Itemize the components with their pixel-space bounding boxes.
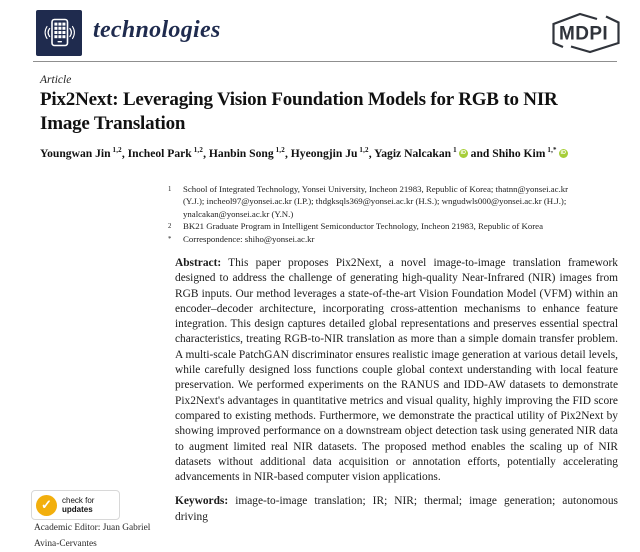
author-superscript: 1,2 [191, 146, 204, 154]
author: Incheol Park $^{1,2}$ [127, 146, 204, 160]
author-superscript: 1,2 [273, 146, 285, 154]
affiliation-row [168, 220, 598, 233]
header-divider [33, 61, 617, 62]
page-title-line1: Pix2Next: Leveraging Vision Foundation Models for RGB to NIR [40, 89, 558, 110]
author-separator: , [203, 146, 209, 160]
affiliations-list [168, 183, 598, 246]
tablet-signal-icon [36, 10, 82, 56]
author-line [40, 146, 568, 160]
author-separator: and [467, 146, 493, 160]
keywords-label: Keywords: [175, 495, 229, 508]
author-separator: , [368, 146, 375, 160]
svg-text:MDPI: MDPI [559, 23, 609, 45]
check-for-updates-label [62, 496, 94, 514]
author-superscript: 1,* [545, 146, 557, 154]
mdpi-hexagon-logo [547, 12, 625, 54]
author-superscript: 1 [451, 146, 457, 154]
author: Hyeongjin Ju $^{1,2}$ [290, 146, 369, 160]
author-superscript: 1,2 [357, 146, 369, 154]
abstract-paragraph [175, 256, 618, 485]
abstract-label: Abstract: [175, 257, 222, 269]
affiliation-row [168, 183, 598, 220]
journal-logo [36, 10, 82, 56]
orcid-icon: iD [460, 149, 467, 156]
academic-editor-note: Academic Editor: Juan Gabriel Avina-Cervantes [34, 523, 151, 549]
author: Yagiz Nalcakan $^1$ iD [374, 146, 467, 160]
affiliation-row [168, 233, 598, 246]
author-superscript: 1,2 [110, 146, 122, 154]
author-separator: , [284, 146, 291, 160]
check-icon: ✓ [36, 495, 57, 516]
author: Shiho Kim $^{1,*}$ iD [492, 146, 567, 160]
badge-line2: updates [62, 505, 93, 514]
affiliation-text: Correspondence: shiho@yonsei.ac.kr [183, 234, 315, 245]
author: Hanbin Song $^{1,2}$ [208, 146, 285, 160]
affiliation-text: BK21 Graduate Program in Intelligent Semiconductor Technology, Incheon 21983, Republic of Korea [183, 220, 543, 231]
badge-line1: check for [62, 496, 95, 505]
orcid-icon: iD [560, 149, 567, 156]
author-separator: , [121, 146, 128, 160]
check-for-updates-badge[interactable] [31, 490, 120, 520]
affiliation-text: School of Integrated Technology, Yonsei University, Incheon 21983, Republic of Korea; thatnn@yonsei.ac.kr (Y.J.); incheol97@yonsei.ac.kr (I.P.); thdgksqls369@yonsei.ac.kr (H.S.); wngudwls000@yonsei.ac.kr (H.J.); ynalcakan@yonsei.ac.kr (Y.N.) [183, 184, 569, 219]
affiliation-marker: 2 [168, 222, 172, 230]
author: Youngwan Jin $^{1,2}$ [40, 146, 122, 160]
abstract-text: This paper proposes Pix2Next, a novel image-to-image translation framework designed to address the challenge of generating high-quality Near-Infrared (NIR) images from RGB inputs. Our method leverages a state-of-the-art Vision Foundation Model (VFM) within an encoder–decoder architecture, incorporating cross-attention mechanisms to enhance feature integration. This design captures detailed global representations and preserves essential spectral characteristics, treating RGB-to-NIR translation as more than a simple domain transfer problem. A multi-scale PatchGAN discriminator ensures realistic image generation at various detail levels, while carefully designed loss functions couple global context understanding with local feature preservation. We performed experiments on the RANUS and IDD-AW datasets to demonstrate Pix2Next's advantages in quantitative metrics and visual quality, highly improving the FID score compared to existing methods. Furthermore, we demonstrate the practical utility of Pix2Next by showing improved performance on a downstream object detection task using generated NIR data to augment limited real NIR datasets. The proposed method enables the scaling up of NIR datasets without additional data acquisition or annotation efforts, potentially accelerating advancements in NIR-based computer vision applications. [175, 257, 618, 484]
affiliation-marker: * [168, 236, 172, 244]
keywords-paragraph [175, 494, 618, 525]
mdpi-logo [547, 12, 625, 54]
keywords-text: image-to-image translation; IR; NIR; thermal; image generation; autonomous driving [175, 495, 618, 523]
journal-name: technologies [93, 17, 221, 43]
affiliation-marker: 1 [168, 186, 172, 193]
page-title [40, 88, 558, 135]
main-column [175, 256, 618, 525]
page-title-line2: Image Translation [40, 112, 186, 134]
article-type-label: Article [40, 74, 72, 86]
